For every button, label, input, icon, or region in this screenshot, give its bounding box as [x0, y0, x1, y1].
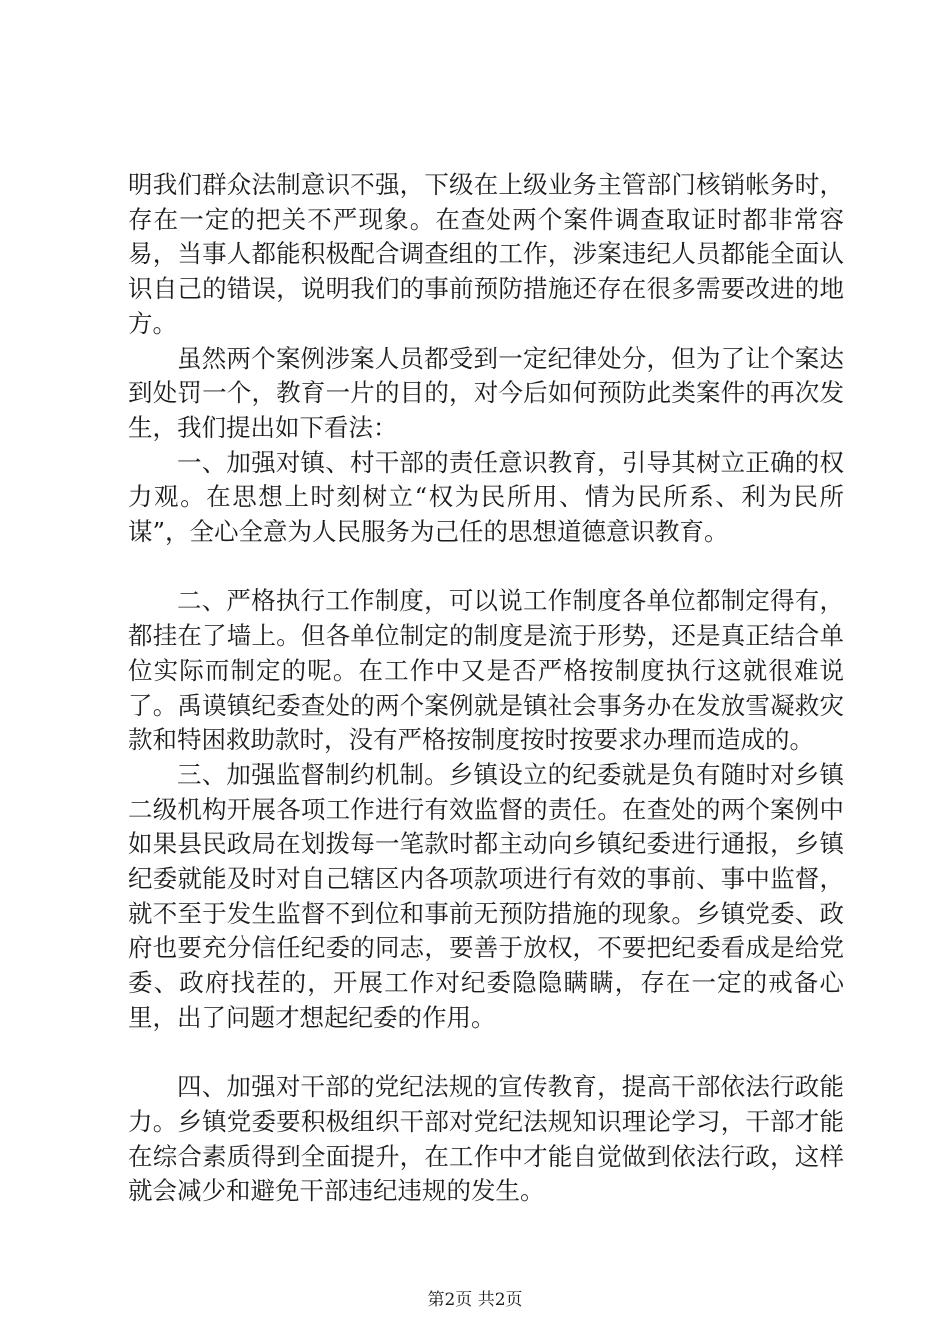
paragraph-point-1: 一、加强对镇、村干部的责任意识教育，引导其树立正确的权力观。在思想上时刻树立“权为民所用、情为民所系、利为民所谋”，全心全意为人民服务为己任的思想道德意识教育。 [128, 447, 844, 547]
paragraph-continuation: 明我们群众法制意识不强，下级在上级业务主管部门核销帐务时，存在一定的把关不严现象。在查处两个案件调查取证时都非常容易，当事人都能积极配合调查组的工作，涉案违纪人员都能全面认识自己的错误，说明我们的事前预防措施还存在很多需要改进的地方。 [128, 170, 844, 338]
paragraph-intro: 虽然两个案例涉案人员都受到一定纪律处分，但为了让个案达到处罚一个，教育一片的目的，对今后如何预防此类案件的再次发生，我们提出如下看法： [128, 343, 844, 442]
page-number-label: 第2页 共2页 [427, 1290, 523, 1310]
page-footer [0, 1285, 950, 1310]
paragraph-point-4: 四、加强对干部的党纪法规的宣传教育，提高干部依法行政能力。乡镇党委要积极组织干部对党纪法规知识理论学习，干部才能在综合素质得到全面提升，在工作中才能自觉做到依法行政，这样就会减少和避免干部违纪违规的发生。 [128, 1072, 844, 1206]
paragraph-point-2: 二、严格执行工作制度，可以说工作制度各单位都制定得有，都挂在了墙上。但各单位制定的制度是流于形势，还是真正结合单位实际而制定的呢。在工作中又是否严格按制度执行这就很难说了。禹谟镇纪委查处的两个案例就是镇社会事务办在发放雪凝救灾款和特困救助款时，没有严格按制度按时按要求办理而造成的。 [128, 586, 844, 755]
document-body [128, 168, 844, 1209]
paragraph-point-3: 三、加强监督制约机制。乡镇设立的纪委就是负有随时对乡镇二级机构开展各项工作进行有效监督的责任。在查处的两个案例中如果县民政局在划拨每一笔款时都主动向乡镇纪委进行通报，乡镇纪委就能及时对自己辖区内各项款项进行有效的事前、事中监督，就不至于发生监督不到位和事前无预防措施的现象。乡镇党委、政府也要充分信任纪委的同志，要善于放权，不要把纪委看成是给党委、政府找茬的，开展工作对纪委隐隐瞒瞒，存在一定的戒备心里，出了问题才想起纪委的作用。 [128, 759, 844, 1032]
